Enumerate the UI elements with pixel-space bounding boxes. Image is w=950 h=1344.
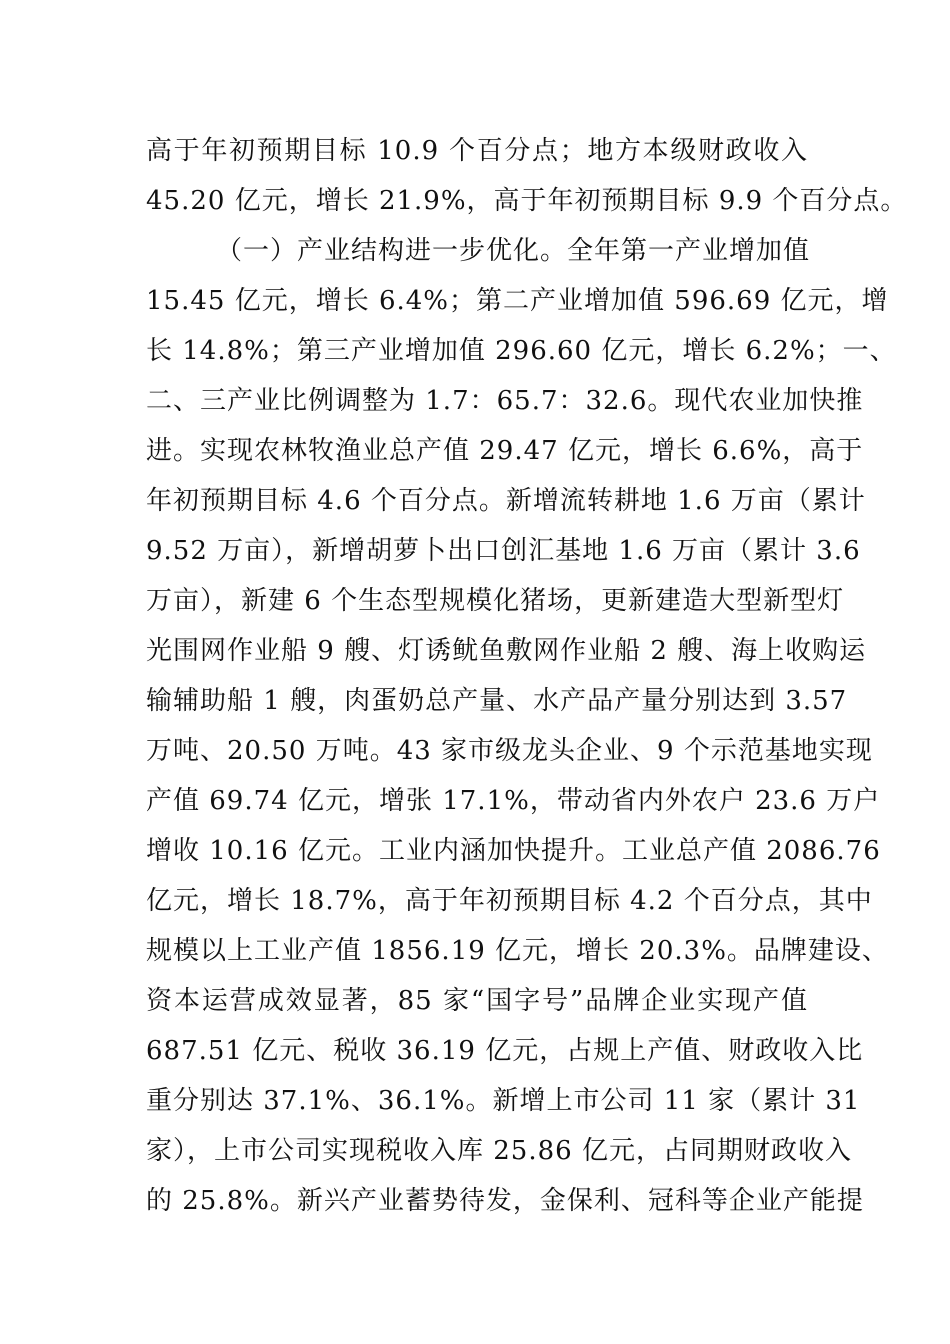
text-line: 高于年初预期目标 10.9 个百分点；地方本级财政收入 — [146, 136, 808, 166]
text-line: 9.52 万亩），新增胡萝卜出口创汇基地 1.6 万亩（累计 3.6 — [146, 536, 861, 566]
paragraph-heading-line: （一）产业结构进一步优化。全年第一产业增加值 — [216, 236, 811, 266]
body-text — [146, 126, 908, 1226]
text-line: 687.51 亿元、税收 36.19 亿元，占规上产值、财政收入比 — [146, 1036, 864, 1066]
text-line: 15.45 亿元，增长 6.4%；第二产业增加值 596.69 亿元，增 — [146, 286, 889, 316]
text-line: 光围网作业船 9 艘、灯诱鱿鱼敷网作业船 2 艘、海上收购运 — [146, 636, 867, 666]
text-line: 家），上市公司实现税收入库 25.86 亿元，占同期财政收入 — [146, 1136, 852, 1166]
text-line: 重分别达 37.1%、36.1%。新增上市公司 11 家（累计 31 — [146, 1086, 861, 1116]
text-line: 长 14.8%；第三产业增加值 296.60 亿元，增长 6.2%；一、 — [146, 336, 897, 366]
text-line: 万亩），新建 6 个生态型规模化猪场，更新建造大型新型灯 — [146, 586, 845, 616]
text-line: 亿元，增长 18.7%，高于年初预期目标 4.2 个百分点，其中 — [146, 886, 873, 916]
text-line: 45.20 亿元，增长 21.9%，高于年初预期目标 9.9 个百分点。 — [146, 186, 908, 216]
text-line: 进。实现农林牧渔业总产值 29.47 亿元，增长 6.6%，高于 — [146, 436, 864, 466]
text-line: 年初预期目标 4.6 个百分点。新增流转耕地 1.6 万亩（累计 — [146, 486, 866, 516]
text-line: 增收 10.16 亿元。工业内涵加快提升。工业总产值 2086.76 — [146, 836, 881, 866]
text-line: 万吨、20.50 万吨。43 家市级龙头企业、9 个示范基地实现 — [146, 736, 873, 766]
text-line: 产值 69.74 亿元，增张 17.1%，带动省内外农户 23.6 万户 — [146, 786, 881, 816]
text-line: 输辅助船 1 艘，肉蛋奶总产量、水产品产量分别达到 3.57 — [146, 686, 848, 716]
text-line: 资本运营成效显著，85 家“国字号”品牌企业实现产值 — [146, 986, 808, 1016]
text-line: 规模以上工业产值 1856.19 亿元，增长 20.3%。品牌建设、 — [146, 936, 889, 966]
text-line: 二、三产业比例调整为 1.7：65.7：32.6。现代农业加快推 — [146, 386, 864, 416]
text-line: 的 25.8%。新兴产业蓄势待发，金保利、冠科等企业产能提 — [146, 1186, 864, 1216]
